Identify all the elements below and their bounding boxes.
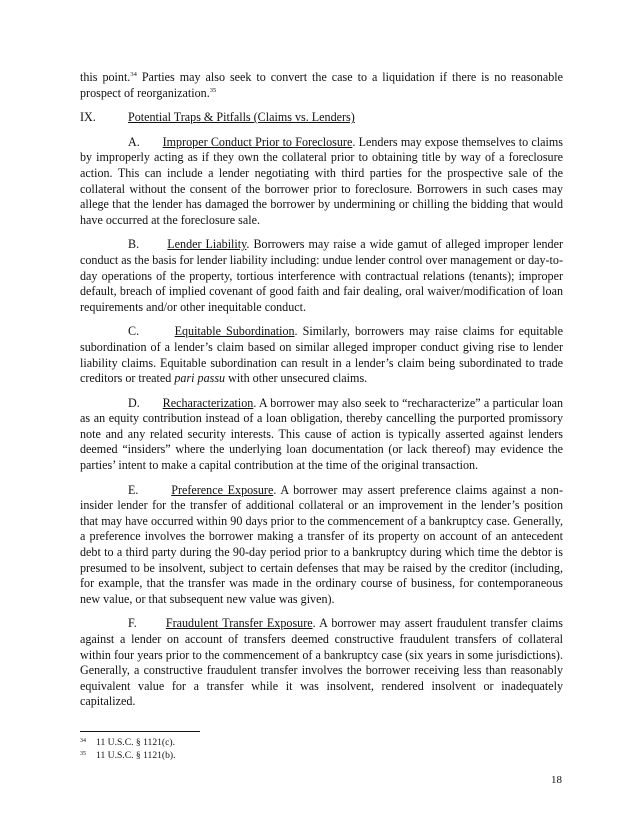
- paragraph-e: E. Preference Exposure. A borrower may assert preference claims against a non-insider lender for the transfer of additional collateral or an improvement in the lender’s position that may have occurred within 90 days prior to the commencement of a bankruptcy case. Generally, a preference involves the borrower making a transfer of its property on account of an antecedent debt to a third party during the 90-day period prior to a bankruptcy during which time the debtor is presumed to be insolvent, subject to certain defenses that may be raised by the creditor (including, for example, that the transfer was made in the ordinary course of business, for contemporaneous new value, or that subsequent new value was given).: [80, 482, 563, 606]
- paragraph-f-title: Fraudulent Transfer Exposure: [165, 616, 313, 631]
- page-number: 18: [551, 774, 562, 786]
- paragraph-e-title: Preference Exposure: [171, 482, 274, 497]
- section-title: Potential Traps & Pitfalls (Claims vs. Lenders): [128, 110, 355, 125]
- section-number: IX.: [80, 110, 96, 125]
- paragraph-b: B. Lender Liability. Borrowers may raise a wide gamut of alleged improper lender conduct as the basis for lender liability including: undue lender control over management or day-to-day operations of the property, tortious interference with contractual relations (tenants); improper default, breach of implied covenant of good faith and fair dealing, oral waiver/modification of loan requirements and/or other inequitable conduct.: [80, 237, 563, 314]
- paragraph-c: C. Equitable Subordination. Similarly, borrowers may raise claims for equitable subordination of a lender’s claim based on similar alleged improper conduct giving rise to lender liability claims. Equitable subordination can result in a lender’s claim being subordinated to trade creditors or treated pari passu with other unsecured claims.: [80, 324, 563, 386]
- footnotes: [80, 731, 563, 762]
- paragraph-f: F. Fraudulent Transfer Exposure. A borrower may assert fraudulent transfer claims against a lender on account of transfers deemed constructive fraudulent transfers of collateral within four years prior to the commencement of a bankruptcy case (six years in some jurisdictions). Generally, a constructive fraudulent transfer involves the borrower receiving less than reasonably equivalent value for a transfer while it was insolvent, rendered insolvent or inadequately capitalized.: [80, 616, 563, 709]
- footnote-text: 11 U.S.C. § 1121(b).: [96, 750, 176, 761]
- footnote-number: 34: [80, 738, 86, 744]
- body-text: [80, 70, 563, 719]
- footnote-34: [80, 736, 563, 749]
- paragraph-d-title: Recharacterization: [162, 395, 254, 410]
- footnote-35: [80, 749, 563, 762]
- paragraph-a: A. Improper Conduct Prior to Foreclosure. Lenders may expose themselves to claims by improperly acting as if they own the collateral prior to obtaining title by way of a foreclosure action. This can include a lender negotiating with third parties for the prospective sale of the collateral without the consent of the borrower prior to foreclosure. Borrowers in such cases may allege that the lender has damaged the borrower by undermining or chilling the bidding that would have occurred at the foreclosure sale.: [80, 134, 563, 227]
- intro-paragraph: this point.$^{34}$ Parties may also seek to convert the case to a liquidation if there is no reasonable prospect of reorganization.$^{35}$: [80, 70, 564, 100]
- paragraph-b-title: Lender Liability: [167, 237, 247, 252]
- footnote-number: 35: [80, 751, 86, 757]
- section-heading: [80, 110, 563, 126]
- footnote-ref-35[interactable]: 35: [209, 86, 217, 94]
- paragraph-d: D. Recharacterization. A borrower may also seek to “recharacterize” a particular loan as an equity contribution instead of a loan obligation, thereby cancelling the purported promissory note and any related security interests. This cause of action is typically asserted against lenders deemed “insiders” where the underlying loan documentation (or lack thereof) may evidence the parties’ intent to make a capital contribution at the time of the original transaction.: [80, 395, 563, 473]
- footnote-ref-34[interactable]: 34: [130, 70, 137, 78]
- pari-passu-italic: pari passu: [174, 371, 226, 386]
- footnote-divider: [80, 731, 200, 732]
- footnote-text: 11 U.S.C. § 1121(c).: [96, 737, 175, 748]
- paragraph-a-title: Improper Conduct Prior to Foreclosure: [162, 134, 353, 149]
- paragraph-c-title: Equitable Subordination: [174, 324, 295, 339]
